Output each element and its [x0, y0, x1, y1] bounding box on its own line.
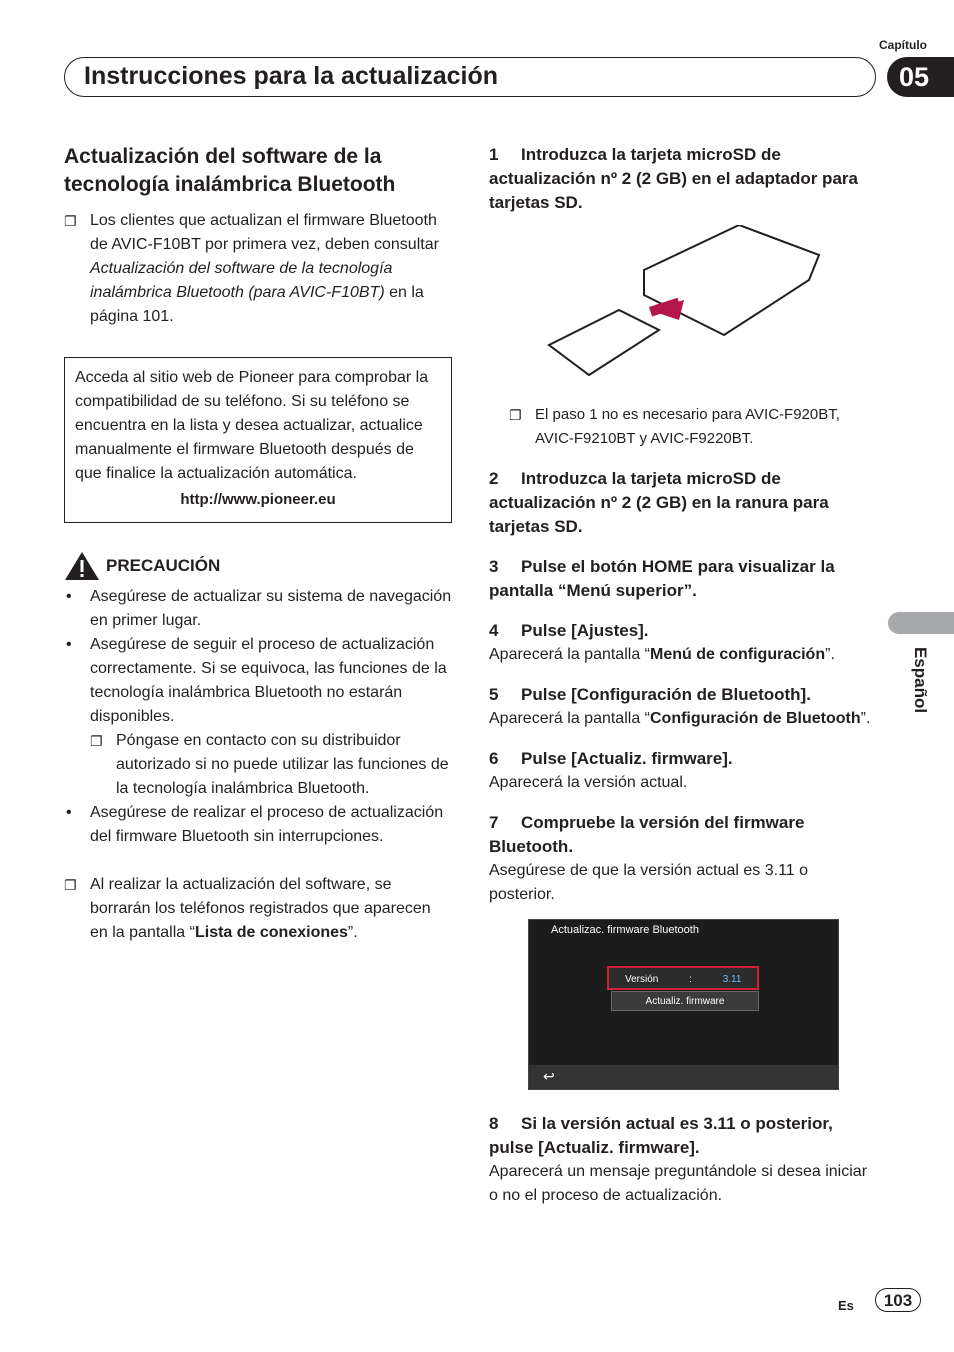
step-7: 7 Compruebe la versión del firmware Bluetooth.: [489, 813, 805, 856]
intro-text: Los clientes que actualizan el firmware Bluetooth de AVIC-F10BT por primera vez, deben consultar: [90, 212, 439, 253]
firmware-screen: [528, 919, 839, 1090]
step-4: 4 Pulse [Ajustes].: [489, 621, 649, 640]
step-3: 3 Pulse el botón HOME para visualizar la pantalla “Menú superior”.: [489, 557, 835, 600]
version-label: Versión: [625, 974, 659, 985]
sd-card-illustration: [489, 225, 874, 395]
update-firmware-button[interactable]: Actualiz. firmware: [611, 991, 759, 1011]
warning-icon: [64, 551, 100, 581]
chapter-number: 05: [887, 57, 954, 97]
page-title: Instrucciones para la actualización: [84, 62, 499, 90]
step-8-desc: Aparecerá un mensaje preguntándole si desea iniciar o no el proceso de actualización.: [489, 1163, 868, 1204]
screen-title: Actualizac. firmware Bluetooth: [551, 924, 699, 936]
screen-bottom-bar: [529, 1065, 838, 1089]
final-bold: Lista de conexiones: [194, 924, 348, 941]
step-2: 2 Introduzca la tarjeta microSD de actualización nº 2 (2 GB) en la ranura para tarjetas SD.: [489, 469, 829, 536]
caution-item: • Asegúrese de realizar el proceso de actualización del firmware Bluetooth sin interrupciones.: [64, 801, 452, 849]
language-label: Español: [911, 646, 930, 714]
note-text: Acceda al sitio web de Pioneer para comprobar la compatibilidad de su teléfono. Si su teléfono se encuentra en la lista y desea actualizar, actualice manualmente el firmware Bluetooth después de que finalice la actualización automática.: [75, 369, 429, 482]
final-end: ”.: [347, 924, 358, 941]
final-text: Al realizar la actualización del software, se borrarán los teléfonos registrados que aparecen en la pantalla “: [90, 876, 431, 941]
note-box: [64, 357, 452, 523]
step-7-desc: Asegúrese de que la versión actual es 3.11 o posterior.: [489, 862, 809, 903]
version-separator: :: [689, 974, 692, 985]
step-6: 6 Pulse [Actualiz. firmware].: [489, 749, 733, 768]
step-5-desc: Aparecerá la pantalla “Configuración de Bluetooth”.: [489, 710, 871, 727]
caution-subnote: ❐ Póngase en contacto con su distribuidor autorizado si no puede utilizar las funciones de la tecnología inalámbrica Bluetooth.: [90, 729, 452, 801]
caution-heading: [64, 551, 452, 581]
page-number: 103: [875, 1288, 921, 1312]
pioneer-url-link[interactable]: http://www.pioneer.eu: [180, 491, 336, 508]
version-row: [607, 966, 759, 990]
caution-item: • Asegúrese de seguir el proceso de actualización correctamente. Si se equivoca, las funciones de la tecnología inalámbrica Bluetooth no estarán disponibles.: [64, 633, 452, 729]
caution-item: • Asegúrese de actualizar su sistema de navegación en primer lugar.: [64, 585, 452, 633]
step-5: 5 Pulse [Configuración de Bluetooth].: [489, 685, 811, 704]
step-4-desc: Aparecerá la pantalla “Menú de configuración”.: [489, 646, 835, 663]
version-value: 3.11: [722, 974, 742, 985]
language-tab: [888, 612, 954, 634]
footer-lang: Es: [838, 1298, 854, 1313]
back-icon[interactable]: ↩: [543, 1068, 555, 1084]
final-note: [64, 873, 452, 945]
intro-page: en la página 101.: [90, 284, 424, 325]
step-1: 1 Introduzca la tarjeta microSD de actualización nº 2 (2 GB) en el adaptador para tarjetas SD.: [489, 145, 858, 212]
right-column: [489, 143, 874, 1208]
section-heading: Actualización del software de la tecnología inalámbrica Bluetooth: [64, 145, 396, 196]
left-column: [64, 143, 452, 945]
intro-note: [64, 209, 452, 329]
caution-title: PRECAUCIÓN: [106, 556, 221, 575]
step-1-note: ❐ El paso 1 no es necesario para AVIC-F920BT, AVIC-F9210BT y AVIC-F9220BT.: [509, 403, 874, 451]
chapter-label: Capítulo: [879, 38, 927, 52]
step-8: 8 Si la versión actual es 3.11 o posterior, pulse [Actualiz. firmware].: [489, 1114, 833, 1157]
intro-reference-link[interactable]: Actualización del software de la tecnología inalámbrica Bluetooth (para AVIC-F10BT): [90, 260, 393, 301]
step-6-desc: Aparecerá la versión actual.: [489, 774, 688, 791]
